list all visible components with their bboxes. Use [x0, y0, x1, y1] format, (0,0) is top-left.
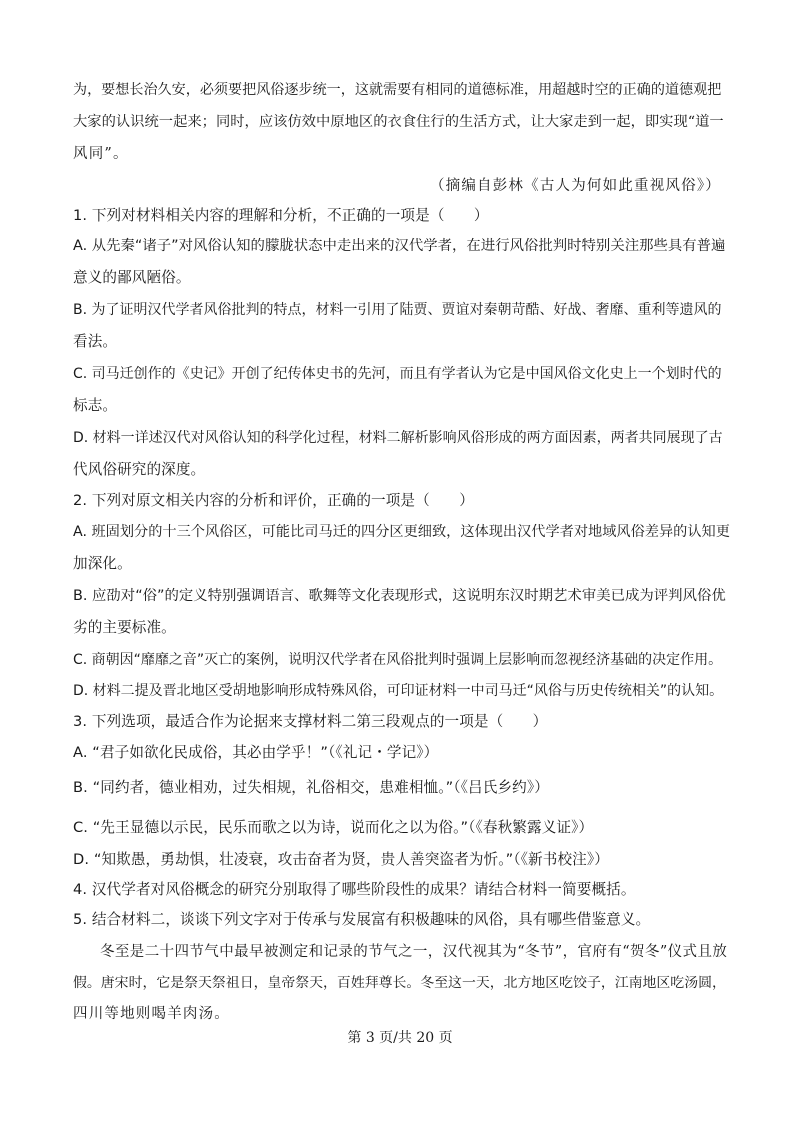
source-note: （摘编自彭林《古人为何如此重视风俗》）	[429, 178, 721, 194]
q3-stem: 3. 下列选项，最适合作为论据来支撑材料二第三段观点的一项是（ ）	[73, 713, 548, 730]
passage-bottom-line-1: 冬至是二十四节气中最早被测定和记录的节气之一，汉代视其为“冬节”，官府有“贺冬”仪式且放	[100, 944, 728, 960]
q3-option-d: D. “知欺愚，勇劫惧，壮凌衰，攻击奋者为贤，贵人善突盗者为忻。”（《新书校注》）	[73, 851, 609, 868]
q1-option-a-line-1: A. 从先秦“诸子”对风俗认知的朦胧状态中走出来的汉代学者，在进行风俗批判时特别关注那些具有普遍	[73, 238, 726, 254]
passage-top-line-1: 为，要想长治久安，必须要把风俗逐步统一，这就需要有相同的道德标准，用超越时空的正确的道德观把	[73, 82, 722, 98]
q1-option-c-line-2: 标志。	[73, 397, 118, 414]
q1-option-b-line-2: 看法。	[73, 333, 118, 350]
q3-option-a: A. “君子如欲化民成俗，其必由学乎！”（《礼记・学记》）	[73, 744, 439, 761]
q1-stem: 1. 下列对材料相关内容的理解和分析，不正确的一项是（ ）	[73, 207, 489, 224]
q4-stem: 4. 汉代学者对风俗概念的研究分别取得了哪些阶段性的成果？请结合材料一简要概括。	[73, 881, 636, 898]
passage-top-line-3: 风同”。	[73, 146, 129, 162]
q3-option-b: B. “同约者，德业相劝，过失相规，礼俗相交，患难相恤。”（《吕氏乡约》）	[73, 779, 549, 796]
passage-bottom-line-2: 假。唐宋时，它是祭天祭祖日，皇帝祭天，百姓拜尊长。冬至这一天，北方地区吃饺子，江南地区吃汤圆，	[73, 975, 726, 991]
q2-option-a-line-2: 加深化。	[73, 555, 132, 572]
q1-option-d-line-1: D. 材料一详述汉代对风俗认知的科学化过程，材料二解析影响风俗形成的两方面因素，两者共同展现了古	[73, 430, 723, 446]
q2-option-d: D. 材料二提及晋北地区受胡地影响形成特殊风俗，可印证材料一中司马迁“风俗与历史传统相关”的认知。	[73, 683, 724, 699]
q2-option-a-line-1: A. 班固划分的十三个风俗区，可能比司马迁的四分区更细致，这体现出汉代学者对地域风俗差异的认知更	[73, 524, 730, 540]
q1-option-d-line-2: 代风俗研究的深度。	[73, 461, 206, 478]
q1-option-b-line-1: B. 为了证明汉代学者风俗批判的特点，材料一引用了陆贾、贾谊对秦朝苛酷、好战、奢靡、重利等遗风的	[73, 302, 722, 318]
q1-option-a-line-2: 意义的鄙风陋俗。	[73, 269, 191, 286]
q5-stem: 5. 结合材料二，谈谈下列文字对于传承与发展富有积极趣味的风俗，具有哪些借鉴意义。	[73, 911, 651, 928]
q2-stem: 2. 下列对原文相关内容的分析和评价，正确的一项是（ ）	[73, 492, 474, 509]
q3-option-c: C. “先王显德以示民，民乐而歌之以为诗，说而化之以为俗。”（《春秋繁露义证》）	[73, 819, 594, 836]
q1-option-c-line-1: C. 司马迁创作的《史记》开创了纪传体史书的先河，而且有学者认为它是中国风俗文化史上一个划时代的	[73, 366, 722, 382]
page-number: 第 3 页/共 20 页	[347, 1030, 453, 1046]
passage-bottom-line-3: 四川等地则喝羊肉汤。	[73, 1006, 230, 1022]
q2-option-b-line-2: 劣的主要标准。	[73, 619, 176, 636]
passage-top-line-2: 大家的认识统一起来；同时，应该仿效中原地区的衣食住行的生活方式，让大家走到一起，即实现“道一	[73, 114, 724, 130]
q2-option-c: C. 商朝因“靡靡之音”灭亡的案例，说明汉代学者在风俗批判时强调上层影响而忽视经济基础的决定作用。	[73, 652, 723, 668]
q2-option-b-line-1: B. 应劭对“俗”的定义特别强调语言、歌舞等文化表现形式，这说明东汉时期艺术审美已成为评判风俗优	[73, 588, 726, 604]
